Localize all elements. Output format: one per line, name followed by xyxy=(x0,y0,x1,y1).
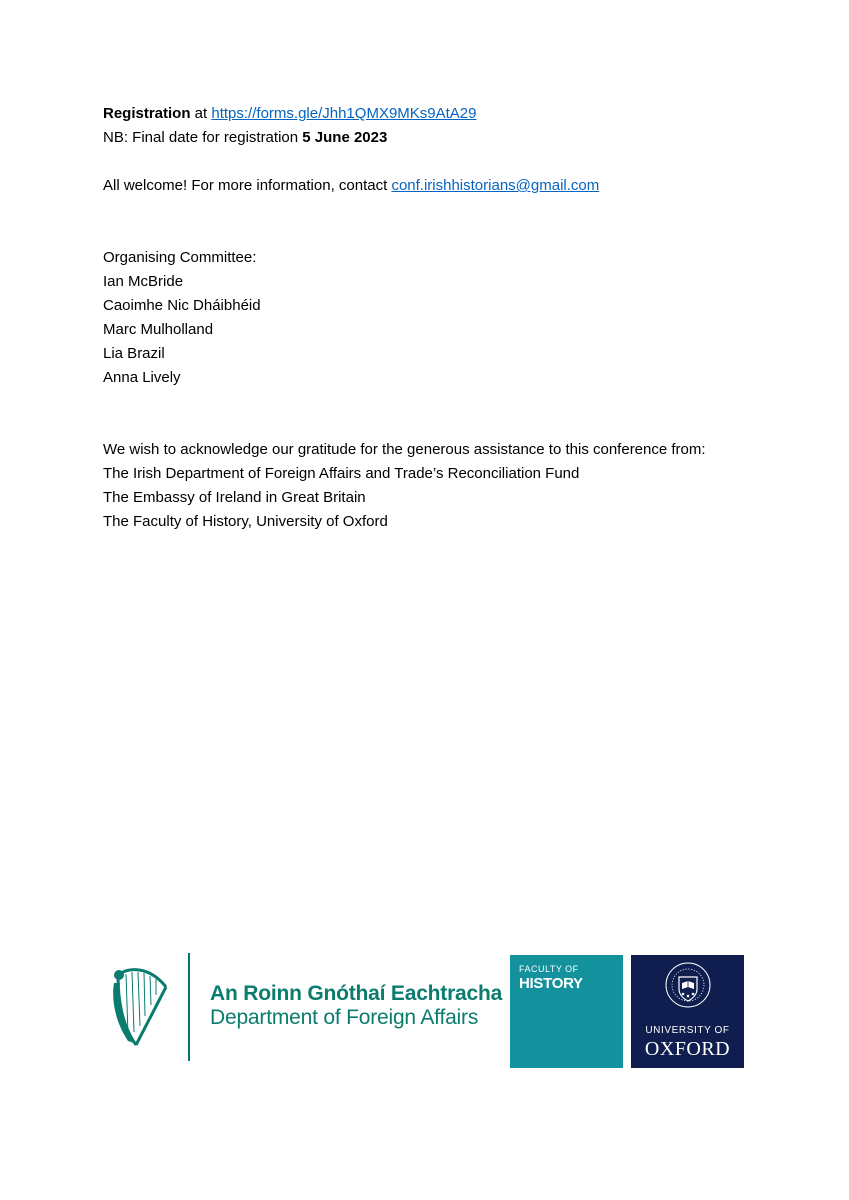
deadline-prefix: NB: Final date for registration xyxy=(103,129,303,146)
sponsor-item: The Embassy of Ireland in Great Britain xyxy=(103,489,366,506)
registration-block xyxy=(103,102,477,150)
registration-link[interactable]: https://forms.gle/Jhh1QMX9MKs9AtA29 xyxy=(211,105,477,122)
sponsor-logos xyxy=(110,953,750,1068)
committee-heading: Organising Committee: xyxy=(103,249,257,266)
contact-block xyxy=(103,174,599,198)
committee-member: Marc Mulholland xyxy=(103,321,214,338)
contact-line xyxy=(103,174,599,198)
sponsor-item: The Irish Department of Foreign Affairs and Trade’s Reconciliation Fund xyxy=(103,465,580,482)
registration-at: at xyxy=(190,105,212,122)
dfa-irish-name: An Roinn Gnóthaí Eachtracha xyxy=(210,982,503,1005)
committee-member: Caoimhe Nic Dháibhéid xyxy=(103,297,261,314)
dfa-english-name: Department of Foreign Affairs xyxy=(210,1006,479,1029)
oxford-crest-icon xyxy=(664,961,712,1009)
committee-member: Ian McBride xyxy=(103,273,184,290)
oxford-logo-line1: UNIVERSITY OF xyxy=(645,1025,730,1036)
contact-email-link[interactable]: conf.irishhistorians@gmail.com xyxy=(391,177,600,194)
committee-block xyxy=(103,246,261,390)
contact-text: All welcome! For more information, contact xyxy=(103,177,392,194)
committee-member: Anna Lively xyxy=(103,369,181,386)
acknowledgements-block xyxy=(103,438,706,534)
dfa-divider xyxy=(188,953,190,1061)
faculty-of-history-logo xyxy=(510,955,623,1068)
committee-member: Lia Brazil xyxy=(103,345,165,362)
registration-label: Registration xyxy=(103,105,191,122)
university-of-oxford-logo xyxy=(631,955,744,1068)
deadline-line xyxy=(103,126,477,150)
deadline-date: 5 June 2023 xyxy=(302,129,388,146)
faculty-logo-line1: FACULTY OF xyxy=(519,964,579,974)
acknowledgements-intro: We wish to acknowledge our gratitude for the generous assistance to this conference from: xyxy=(103,441,706,458)
faculty-logo-line2: HISTORY xyxy=(519,975,583,992)
oxford-logo-line2: OXFORD xyxy=(644,1038,731,1060)
dfa-logo xyxy=(110,953,503,1063)
registration-line xyxy=(103,102,477,126)
harp-icon xyxy=(110,961,174,1049)
sponsor-item: The Faculty of History, University of Oxford xyxy=(103,513,388,530)
